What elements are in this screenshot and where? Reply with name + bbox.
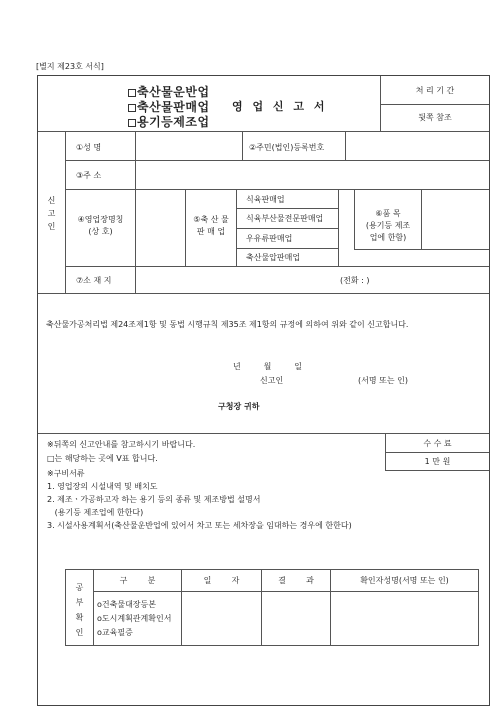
col-header: 일 자	[203, 576, 240, 585]
declaration-text: 축산물가공처리법 제24조제1항 및 동법 시행규칙 제35조 제1항의 규정에 의하여 위와 같이 신고합니다.	[46, 320, 409, 329]
address-field[interactable]	[137, 162, 488, 188]
divider	[93, 591, 478, 592]
divider	[135, 132, 136, 293]
checkbox-icon[interactable]	[128, 104, 136, 112]
form-reference: [별지 제23호 서식]	[36, 62, 104, 71]
divider	[38, 293, 489, 294]
divider	[242, 132, 243, 161]
divider	[65, 266, 489, 267]
required-doc-item: 2. 제조ㆍ가공하고자 하는 용기 등의 종류 및 제조방법 설명서	[47, 495, 261, 504]
divider	[236, 228, 338, 229]
divider	[421, 189, 422, 249]
divider	[65, 132, 66, 293]
col-header: 결 과	[278, 576, 314, 585]
date-line: 년 월 일	[233, 362, 302, 371]
address-label: ③주 소	[76, 171, 102, 180]
checkbox-icon[interactable]	[128, 119, 136, 127]
addressee: 구청장 귀하	[218, 402, 260, 411]
divider	[338, 189, 339, 266]
checkbox-instruction: □는 해당하는 곳에 V표 합니다.	[47, 454, 158, 463]
form-title: 영 업 신 고 서	[232, 100, 328, 113]
divider	[380, 104, 489, 105]
location-field[interactable]	[137, 268, 337, 292]
required-docs-header: ※구비서류	[47, 469, 85, 478]
business-type-option[interactable]: 축산물운반업	[128, 83, 210, 100]
divider	[38, 131, 489, 132]
processing-period-label: 처 리 기 간	[415, 86, 455, 95]
location-label: ⑦소 재 지	[76, 276, 112, 285]
verification-side-label: 공 부 확 인	[75, 583, 84, 637]
registration-number-label: ②주민(법인)등록번호	[249, 143, 325, 152]
divider	[65, 160, 489, 161]
livestock-sales-label: ⑤축 산 물 판 매 업	[193, 215, 229, 236]
divider	[236, 248, 338, 249]
required-doc-item: (용기등 제조업에 한한다)	[47, 508, 144, 517]
verification-item: o도시계획관계확인서	[97, 614, 172, 623]
processing-period-value: 뒷쪽 참조	[418, 113, 452, 122]
col-header: 확인자성명(서명 또는 인)	[360, 576, 449, 585]
sales-type-option[interactable]: 우유류판매업	[246, 234, 293, 243]
divider	[65, 189, 489, 190]
item-field[interactable]	[423, 191, 488, 248]
name-label: ①성 명	[76, 143, 102, 152]
business-type-option[interactable]: 용기등제조업	[128, 113, 210, 130]
business-type-option[interactable]: 축산물판매업	[128, 98, 210, 115]
divider	[385, 470, 489, 471]
divider	[354, 249, 489, 250]
divider	[345, 132, 346, 161]
sales-type-option[interactable]: 식육판매업	[246, 195, 285, 204]
fee-label: 수 수 료	[423, 439, 452, 448]
required-doc-item: 1. 영업장의 시설내역 및 배치도	[47, 482, 158, 491]
sign-note: (서명 또는 인)	[358, 376, 408, 385]
item-label: ⑥품 목 (용기등 제조 업에 한함)	[365, 209, 411, 242]
col-header: 구 분	[119, 576, 156, 585]
sales-type-option[interactable]: 식육부산물전문판매업	[246, 214, 324, 223]
verification-item: o교육필증	[97, 628, 133, 637]
sales-type-option[interactable]: 축산물압판매업	[246, 253, 301, 262]
verification-item: o건축물대장등본	[97, 600, 156, 609]
checkbox-icon[interactable]	[128, 89, 136, 97]
signer-label: 신고인	[260, 376, 284, 385]
signer-field[interactable]	[290, 373, 350, 387]
fee-value: 1 만 원	[424, 457, 451, 466]
notice-line: ※뒤쪽의 신고안내를 참고하시기 바랍니다.	[47, 440, 196, 449]
name-field[interactable]	[137, 133, 241, 159]
registration-number-field[interactable]	[347, 133, 488, 159]
required-doc-item: 3. 시설사용계획서(축산물운반업에 있어서 차고 또는 세차장을 임대하는 경우에 한한다)	[47, 521, 352, 530]
divider	[385, 452, 489, 453]
divider	[236, 208, 338, 209]
business-name-field[interactable]	[137, 191, 184, 265]
applicant-side-label: 신 고 인	[47, 196, 56, 231]
phone-label: (전화 : )	[340, 276, 370, 285]
business-name-label: ④영업장명칭 (상 호)	[77, 215, 124, 236]
divider	[38, 433, 489, 434]
